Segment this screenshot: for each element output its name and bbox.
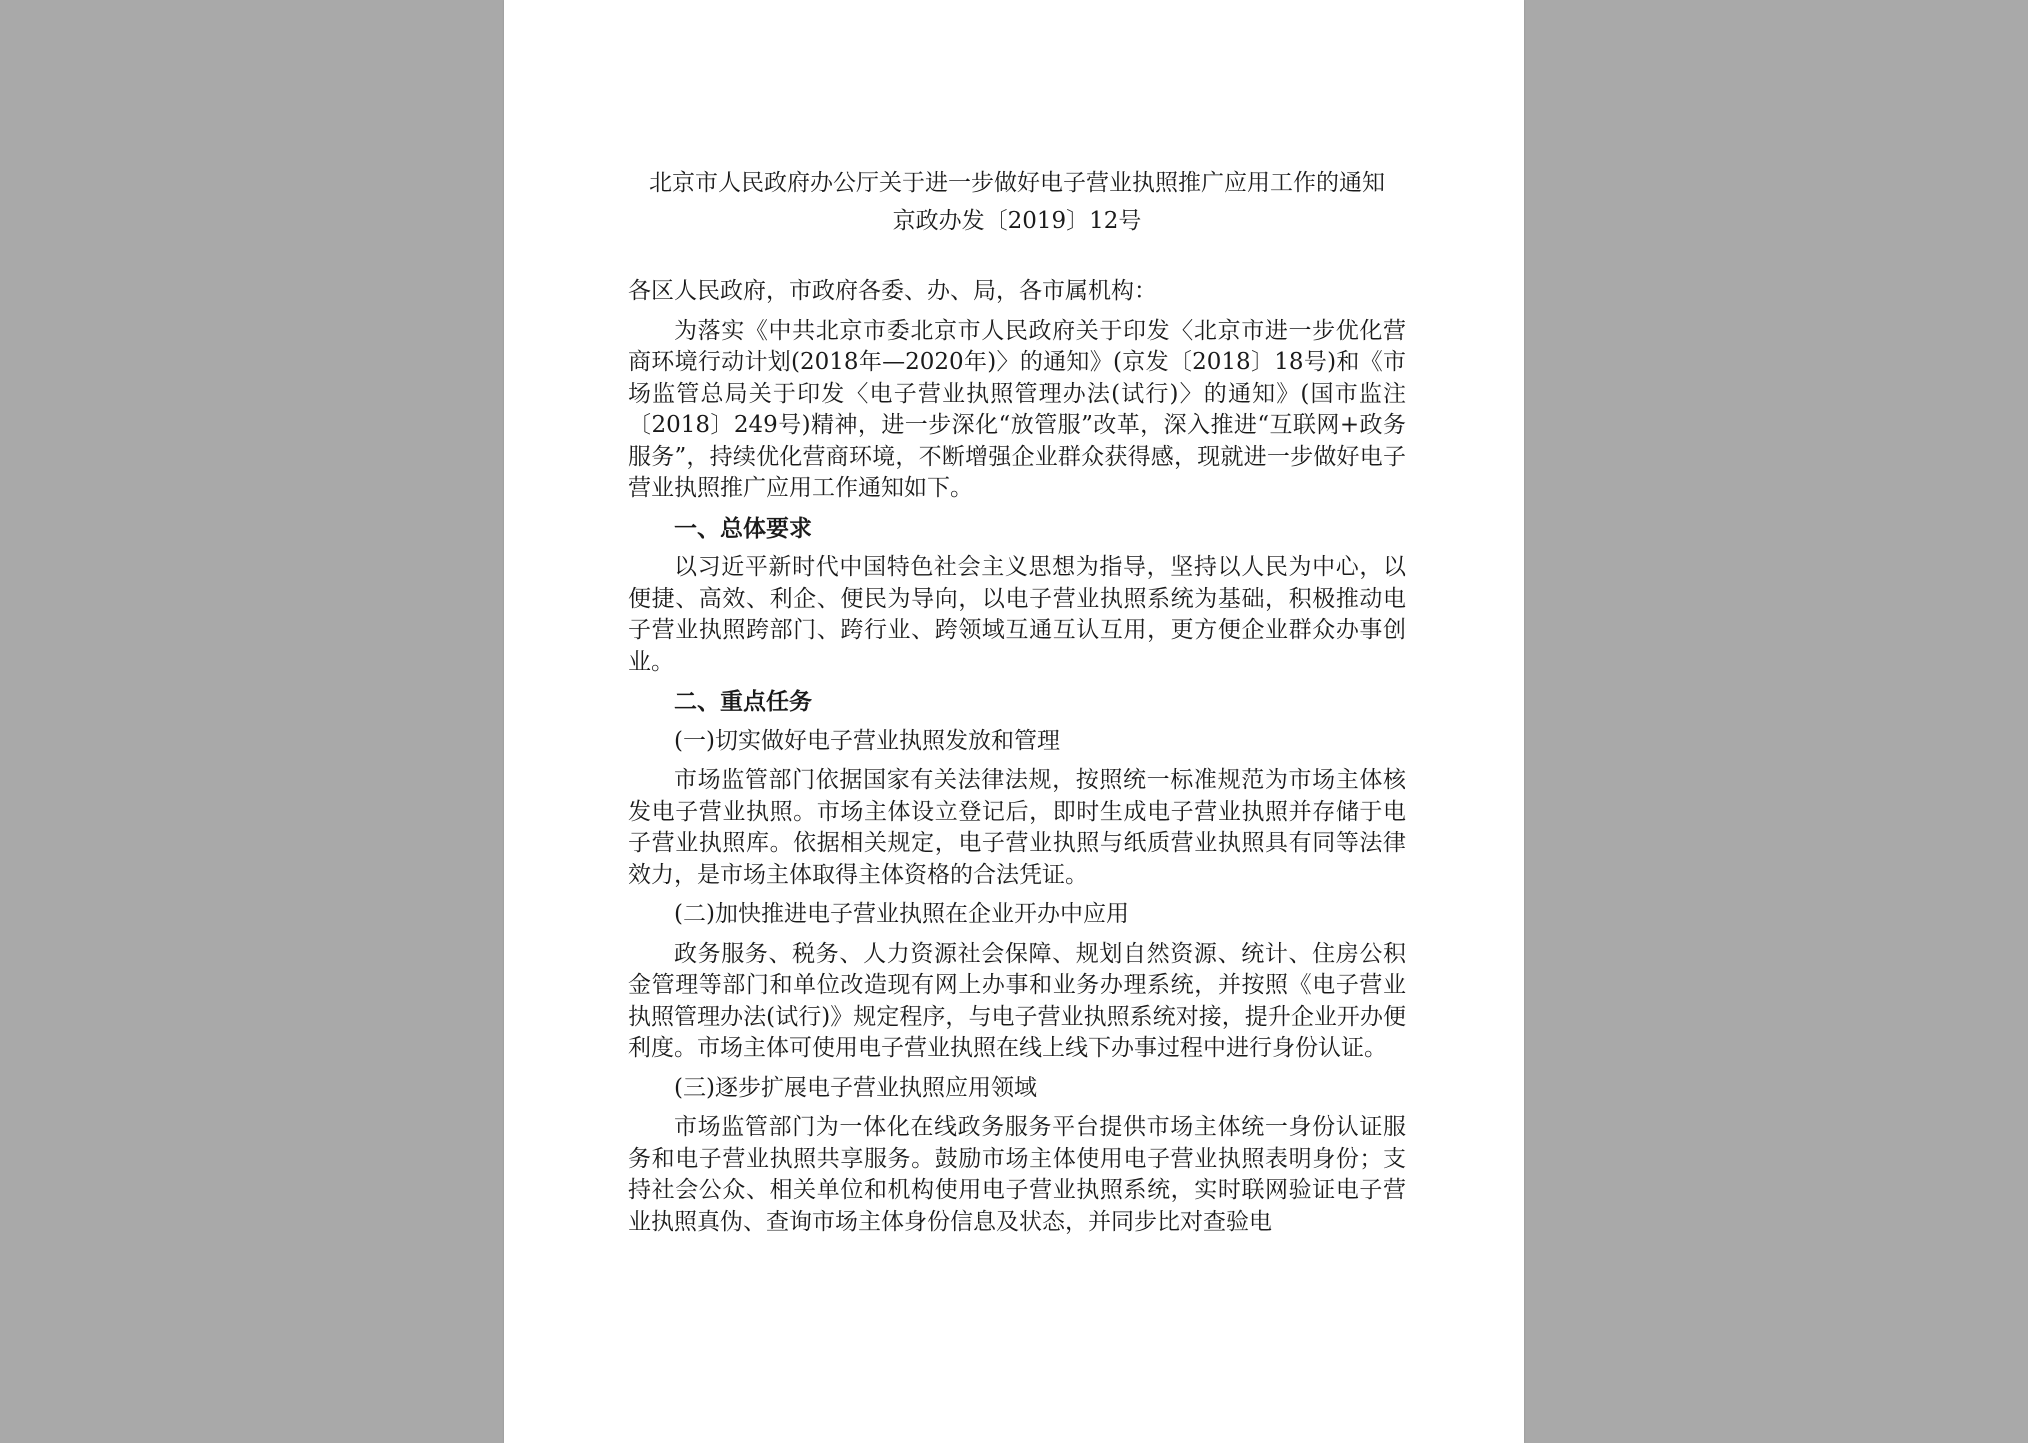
document-content [628, 168, 1406, 1238]
enterprise-startup-paragraph: 政务服务、税务、人力资源社会保障、规划自然资源、统计、住房公积金管理等部门和单位改造现有网上办事和业务办理系统，并按照《电子营业执照管理办法(试行)》规定程序，与电子营业执照系统对接，提升企业开办便利度。市场主体可使用电子营业执照在线上线下办事过程中进行身份认证。 [628, 940, 1406, 1061]
subheading-enterprise-startup: (二)加快推进电子营业执照在企业开办中应用 [674, 901, 1129, 927]
section-heading-general-requirements: 一、总体要求 [674, 514, 812, 542]
expand-application-paragraph: 市场监管部门为一体化在线政务服务平台提供市场主体统一身份认证服务和电子营业执照共享服务。鼓励市场主体使用电子营业执照表明身份；支持社会公众、相关单位和机构使用电子营业执照系统，实时联网验证电子营业执照真伪、查询市场主体身份信息及状态，并同步比对查验电 [628, 1114, 1406, 1235]
issuance-management-paragraph: 市场监管部门依据国家有关法律法规，按照统一标准规范为市场主体核发电子营业执照。市场主体设立登记后，即时生成电子营业执照并存储于电子营业执照库。依据相关规定，电子营业执照与纸质营业执照具有同等法律效力，是市场主体取得主体资格的合法凭证。 [628, 767, 1406, 888]
document-title: 北京市人民政府办公厅关于进一步做好电子营业执照推广应用工作的通知 [649, 170, 1385, 196]
salutation: 各区人民政府，市政府各委、办、局，各市属机构： [628, 278, 1157, 304]
general-requirements-paragraph: 以习近平新时代中国特色社会主义思想为指导，坚持以人民为中心，以便捷、高效、利企、便民为导向，以电子营业执照系统为基础，积极推动电子营业执照跨部门、跨行业、跨领域互通互认互用，更方便企业群众办事创业。 [628, 554, 1406, 675]
section-heading-key-tasks: 二、重点任务 [674, 688, 812, 715]
subheading-expand-application: (三)逐步扩展电子营业执照应用领域 [674, 1074, 1037, 1101]
subheading-issuance-management: (一)切实做好电子营业执照发放和管理 [674, 727, 1060, 754]
intro-paragraph: 为落实《中共北京市委北京市人民政府关于印发〈北京市进一步优化营商环境行动计划(2018年—2020年)〉的通知》(京发〔2018〕18号)和《市场监管总局关于印发〈电子营业执照管理办法(试行)〉的通知》(国市监注〔2018〕249号)精神，进一步深化“放管服”改革，深入推进“互联网+政务服务”，持续优化营商环境，不断增强企业群众获得感，现就进一步做好电子营业执照推广应用工作通知如下。 [628, 317, 1406, 501]
document-page [504, 0, 1524, 1443]
document-number: 京政办发〔2019〕12号 [892, 208, 1142, 234]
